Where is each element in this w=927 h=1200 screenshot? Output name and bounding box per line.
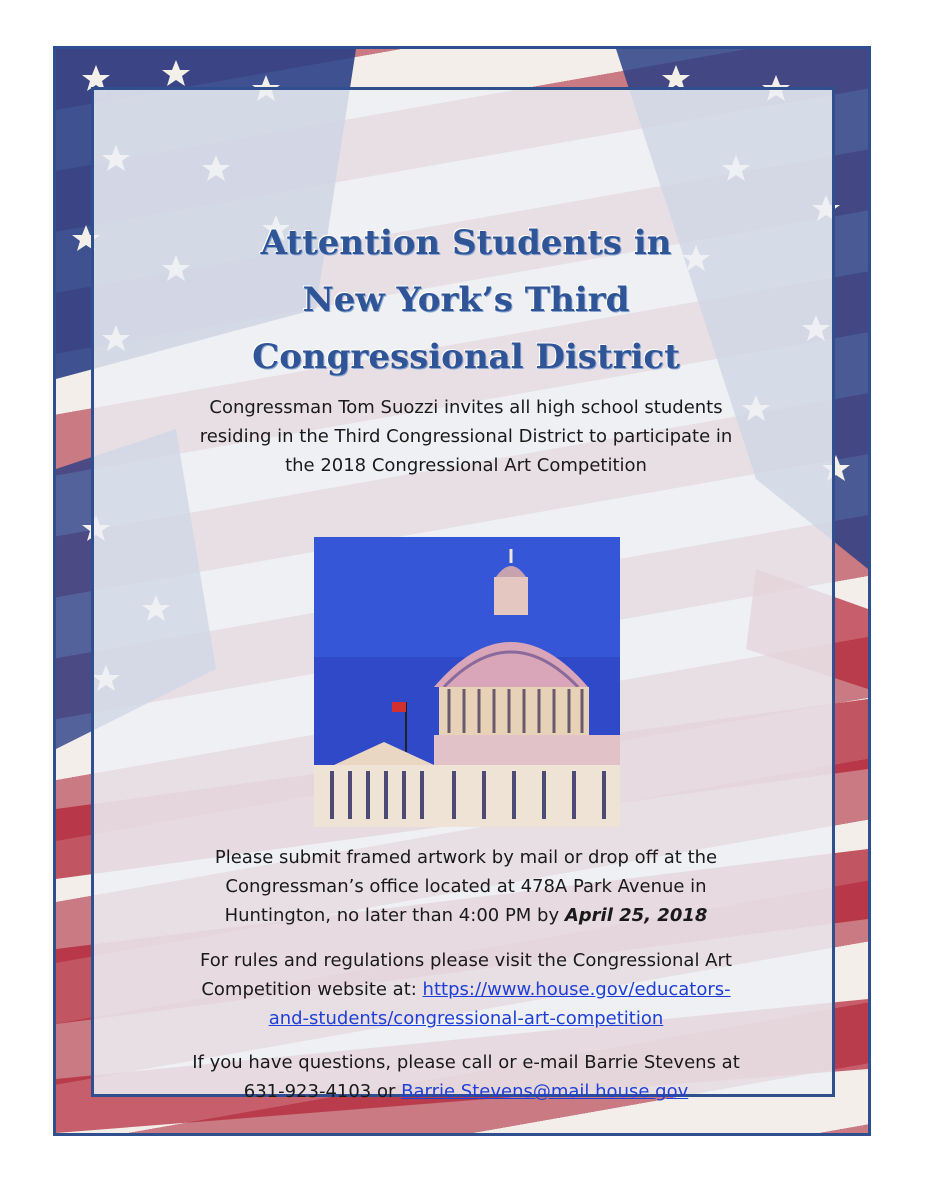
intro-line: residing in the Third Congressional District to participate in: [199, 426, 733, 447]
competition-website-link-continued[interactable]: and-students/congressional-art-competition: [268, 1008, 664, 1029]
rules-line: [134, 1004, 798, 1033]
submission-line: Please submit framed artwork by mail or drop off at the: [214, 847, 718, 868]
competition-website-link[interactable]: https://www.house.gov/educators-: [422, 979, 731, 1000]
intro-line: the 2018 Congressional Art Competition: [285, 455, 647, 476]
contact-line: If you have questions, please call or e-mail Barrie Stevens at: [192, 1052, 740, 1073]
deadline-date: April 25, 2018: [564, 905, 708, 926]
intro-paragraph: [154, 393, 778, 480]
contact-phone: 631-923-4103 or: [243, 1081, 402, 1102]
title-line: Attention Students in: [260, 223, 672, 263]
capitol-dome-painting: [314, 537, 620, 827]
submission-line-text: Huntington, no later than 4:00 PM by: [224, 905, 565, 926]
contact-paragraph: [134, 1048, 798, 1106]
intro-line: Congressman Tom Suozzi invites all high school students: [209, 397, 723, 418]
submission-line: [134, 901, 798, 930]
rules-line-text: Competition website at:: [201, 979, 423, 1000]
content-panel: [91, 87, 835, 1102]
contact-email-link[interactable]: Barrie.Stevens@mail.house.gov: [401, 1081, 689, 1102]
page-title: [94, 215, 838, 386]
flag-background-frame: [53, 46, 871, 1136]
submission-paragraph: [134, 843, 798, 930]
submission-line: Congressman’s office located at 478A Park Avenue in: [225, 876, 707, 897]
rules-paragraph: [134, 946, 798, 1033]
rules-line: For rules and regulations please visit the Congressional Art: [200, 950, 732, 971]
title-line: Congressional District: [252, 337, 680, 377]
rules-line: [134, 975, 798, 1004]
contact-line: [134, 1077, 798, 1106]
title-line: New York’s Third: [302, 280, 630, 320]
